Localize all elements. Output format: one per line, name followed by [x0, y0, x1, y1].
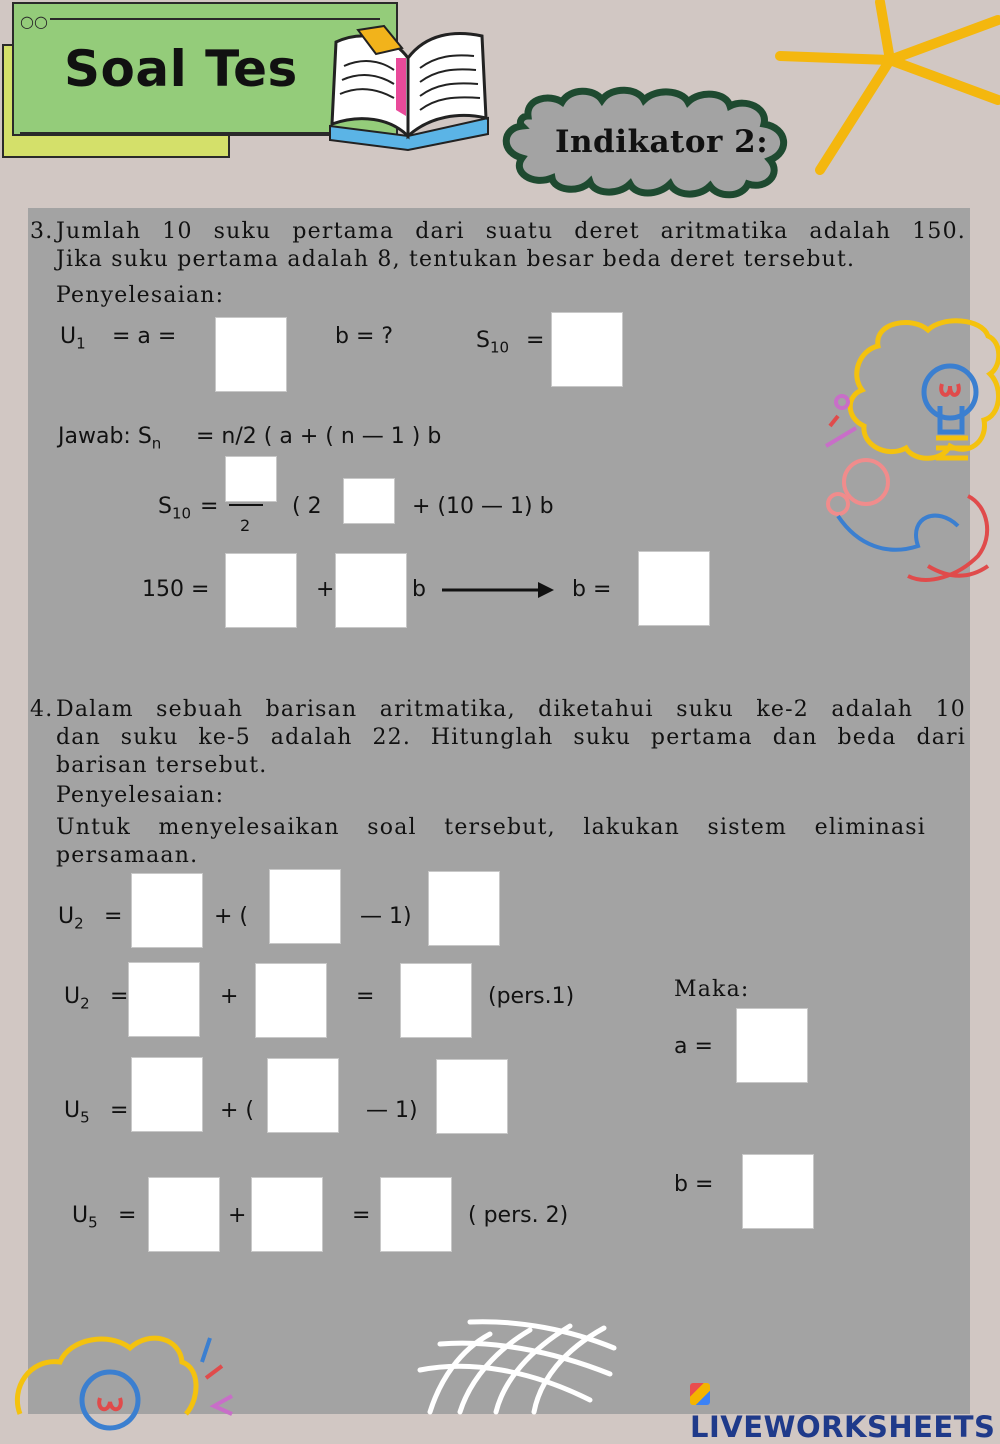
q4-u5-minus-one: — 1): [366, 1098, 418, 1123]
logo-mark-icon: [690, 1383, 710, 1405]
q4-text-line3: barisan tersebut.: [56, 753, 268, 778]
q4-u5-eq2-equals: =: [118, 1203, 137, 1228]
q4-u2-eq2-equals: =: [110, 984, 129, 1009]
q3-rest-formula: + (10 — 1) b: [412, 494, 554, 519]
q4-u5-eq2-equals2: =: [352, 1203, 371, 1228]
q4-b-result-input[interactable]: [742, 1154, 814, 1229]
circles-decoration: ○○: [20, 12, 48, 31]
q3-fraction-denominator: 2: [240, 516, 251, 535]
sun-decoration: [770, 0, 1000, 190]
q3-jawab-label: Jawab: $S_n$: [58, 424, 162, 453]
q3-sum-term2-input[interactable]: [335, 553, 407, 628]
q3-text-line1: Jumlah 10 suku pertama dari suatu deret aritmatika adalah 150.: [56, 219, 966, 244]
q4-u5-label: $U_5$: [64, 1098, 90, 1127]
lightbulb-doodle-bottom-icon: [0, 1318, 250, 1414]
q3-text-line2: Jika suku pertama adalah 8, tentukan besar beda deret tersebut.: [56, 247, 856, 272]
q4-u5-a-input[interactable]: [131, 1057, 203, 1132]
q3-u1-input[interactable]: [215, 317, 287, 392]
q4-b-equals: b =: [674, 1172, 714, 1197]
q3-s10b-equals: =: [200, 494, 219, 519]
q4-maka-label: Maka:: [674, 977, 750, 1002]
q3-fraction-numerator-input[interactable]: [225, 456, 277, 502]
page-title: Soal Tes: [64, 40, 298, 98]
q4-pers2-label: ( pers. 2): [468, 1203, 569, 1228]
q4-u5-n-input[interactable]: [267, 1058, 339, 1133]
q3-plus: +: [316, 577, 335, 602]
q4-u2-n-input[interactable]: [269, 869, 341, 944]
q3-u1-equals: = a =: [112, 324, 177, 349]
indicator-label: Indikator 2:: [555, 124, 769, 160]
q3-s10-equals: =: [526, 328, 545, 353]
q4-u2-b-input[interactable]: [428, 871, 500, 946]
fraction-bar: [229, 504, 263, 506]
q4-pers1-label: (pers.1): [488, 984, 575, 1009]
q4-u2-eq2-equals2: =: [356, 984, 375, 1009]
q4-u5-plus-paren: + (: [220, 1098, 255, 1123]
q3-number: 3.: [30, 219, 54, 244]
q4-a-equals: a =: [674, 1034, 713, 1059]
q4-instruction-line2: persamaan.: [56, 843, 199, 868]
q4-u2-label: $U_2$: [58, 904, 84, 933]
q4-u5-eq2-result-input[interactable]: [380, 1177, 452, 1252]
q4-text-line2: dan suku ke-5 adalah 22. Hitunglah suku pertama dan beda dari: [56, 725, 966, 750]
q4-u2-equals: =: [104, 904, 123, 929]
q4-number: 4.: [30, 697, 54, 722]
q4-u2-eq2-term2-input[interactable]: [255, 963, 327, 1038]
q3-paren-two: ( 2: [292, 494, 322, 519]
lightbulb-doodle-icon: [818, 316, 1000, 606]
q4-u5-b-input[interactable]: [436, 1059, 508, 1134]
q4-a-result-input[interactable]: [736, 1008, 808, 1083]
q3-a-input[interactable]: [343, 478, 395, 524]
q3-150-equals: 150 =: [142, 577, 210, 602]
q3-sum-term1-input[interactable]: [225, 553, 297, 628]
q3-penyelesaian-label: Penyelesaian:: [56, 283, 225, 308]
q3-s10-input[interactable]: [551, 312, 623, 387]
q4-instruction-line1: Untuk menyelesaikan soal tersebut, lakukan sistem eliminasi: [56, 815, 926, 840]
q4-u5-equals: =: [110, 1098, 129, 1123]
q3-s10-label: $S_{10}$: [476, 328, 510, 357]
q3-b-letter: b: [412, 577, 426, 602]
open-book-icon: [322, 18, 494, 158]
q4-u2-minus-one: — 1): [360, 904, 412, 929]
q4-u2-eq2-label: $U_2$: [64, 984, 90, 1013]
q4-u2-eq2-result-input[interactable]: [400, 963, 472, 1038]
q4-u2-a-input[interactable]: [131, 873, 203, 948]
q3-s10b-label: $S_{10}$: [158, 494, 192, 523]
q3-jawab-formula: = n/2 ( a + ( n — 1 ) b: [196, 424, 442, 449]
q3-b-unknown: b = ?: [335, 324, 394, 349]
q3-u1-label: $U_1$: [60, 324, 86, 353]
q4-u5-eq2-label: $U_5$: [72, 1203, 98, 1232]
q3-b-equals: b =: [572, 577, 612, 602]
q4-u2-plus-paren: + (: [214, 904, 249, 929]
q4-penyelesaian-label: Penyelesaian:: [56, 783, 225, 808]
liveworksheets-logo: LIVEWORKSHEETS: [690, 1376, 1000, 1444]
net-doodle-decoration: [400, 1300, 640, 1414]
arrow-right-icon: [440, 578, 556, 602]
q4-text-line1: Dalam sebuah barisan aritmatika, diketahui suku ke-2 adalah 10: [56, 697, 966, 722]
q4-u5-eq2-plus: +: [228, 1203, 247, 1228]
q4-u5-eq2-term1-input[interactable]: [148, 1177, 220, 1252]
q4-u2-eq2-plus: +: [220, 984, 239, 1009]
q4-u5-eq2-term2-input[interactable]: [251, 1177, 323, 1252]
q3-b-input[interactable]: [638, 551, 710, 626]
q4-u2-eq2-term1-input[interactable]: [128, 962, 200, 1037]
